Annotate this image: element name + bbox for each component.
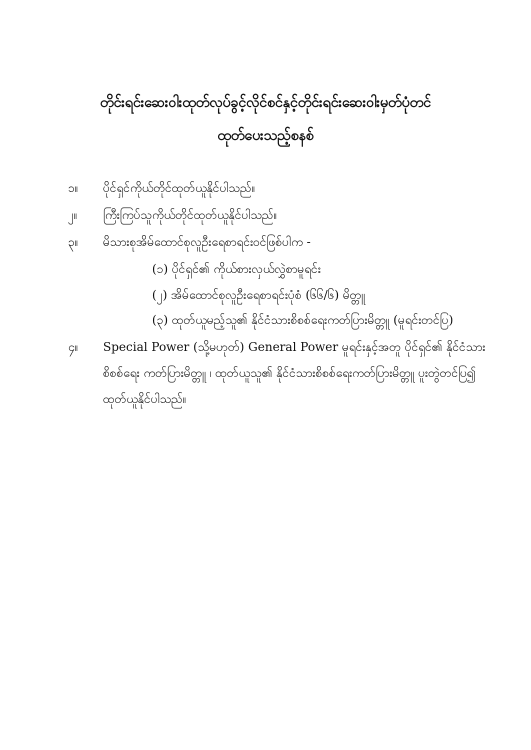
- item-text-3: မိသားစုအိမ်ထောင်စုလူဦးရေစာရင်းဝင်ဖြစ်ပါက -: [103, 235, 311, 249]
- item-number-1: ၁။: [68, 181, 79, 195]
- item-3-subitem-1: (၁) ပိုင်ရှင်၏ ကိုယ်စားလှယ်လွှဲစာမူရင်း: [152, 262, 321, 276]
- item-4-line-3: ထုတ်ယူနိုင်ပါသည်။: [103, 392, 187, 406]
- item-3-subitem-3: (၃) ထုတ်ယူမည့်သူ၏ နိုင်ငံသားစိစစ်ရေးကတ်ပြားမိတ္တူ (မူရင်းတင်ပြ): [152, 313, 454, 327]
- item-number-2: ၂။: [68, 208, 78, 222]
- item-number-4: ၄။: [68, 340, 79, 354]
- item-3-subitem-2: (၂) အိမ်ထောင်စုလူဦးရေစာရင်းပုံစံ (၆၆/၆) မိတ္တူ: [152, 288, 365, 302]
- item-4-line-1: Special Power (သို့မဟုတ်) General Power မူရင်းနှင့်အတူ ပိုင်ရှင်၏ နိုင်ငံသား: [103, 340, 486, 354]
- item-4-line-2: စိစစ်ရေး ကတ်ပြားမိတ္တူ ၊ ထုတ်ယူသူ၏ နိုင်ငံသားစိစစ်ရေးကတ်ပြားမိတ္တူ ပူးတွဲတင်ပြ၍: [103, 366, 476, 380]
- document-title-line-2: ထုတ်ပေးသည့်စနစ်: [217, 128, 314, 144]
- item-text-2: ကြီးကြပ်သူကိုယ်တိုင်ထုတ်ယူနိုင်ပါသည်။: [103, 208, 278, 222]
- item-text-1: ပိုင်ရှင်ကိုယ်တိုင်ထုတ်ယူနိုင်ပါသည်။: [103, 181, 256, 195]
- document-title-line-1: တိုင်းရင်းဆေးဝါးထုတ်လုပ်ခွင့်လိုင်စင်နှင့်တိုင်းရင်းဆေးဝါးမှတ်ပုံတင်: [99, 95, 432, 111]
- item-number-3: ၃။: [68, 235, 79, 249]
